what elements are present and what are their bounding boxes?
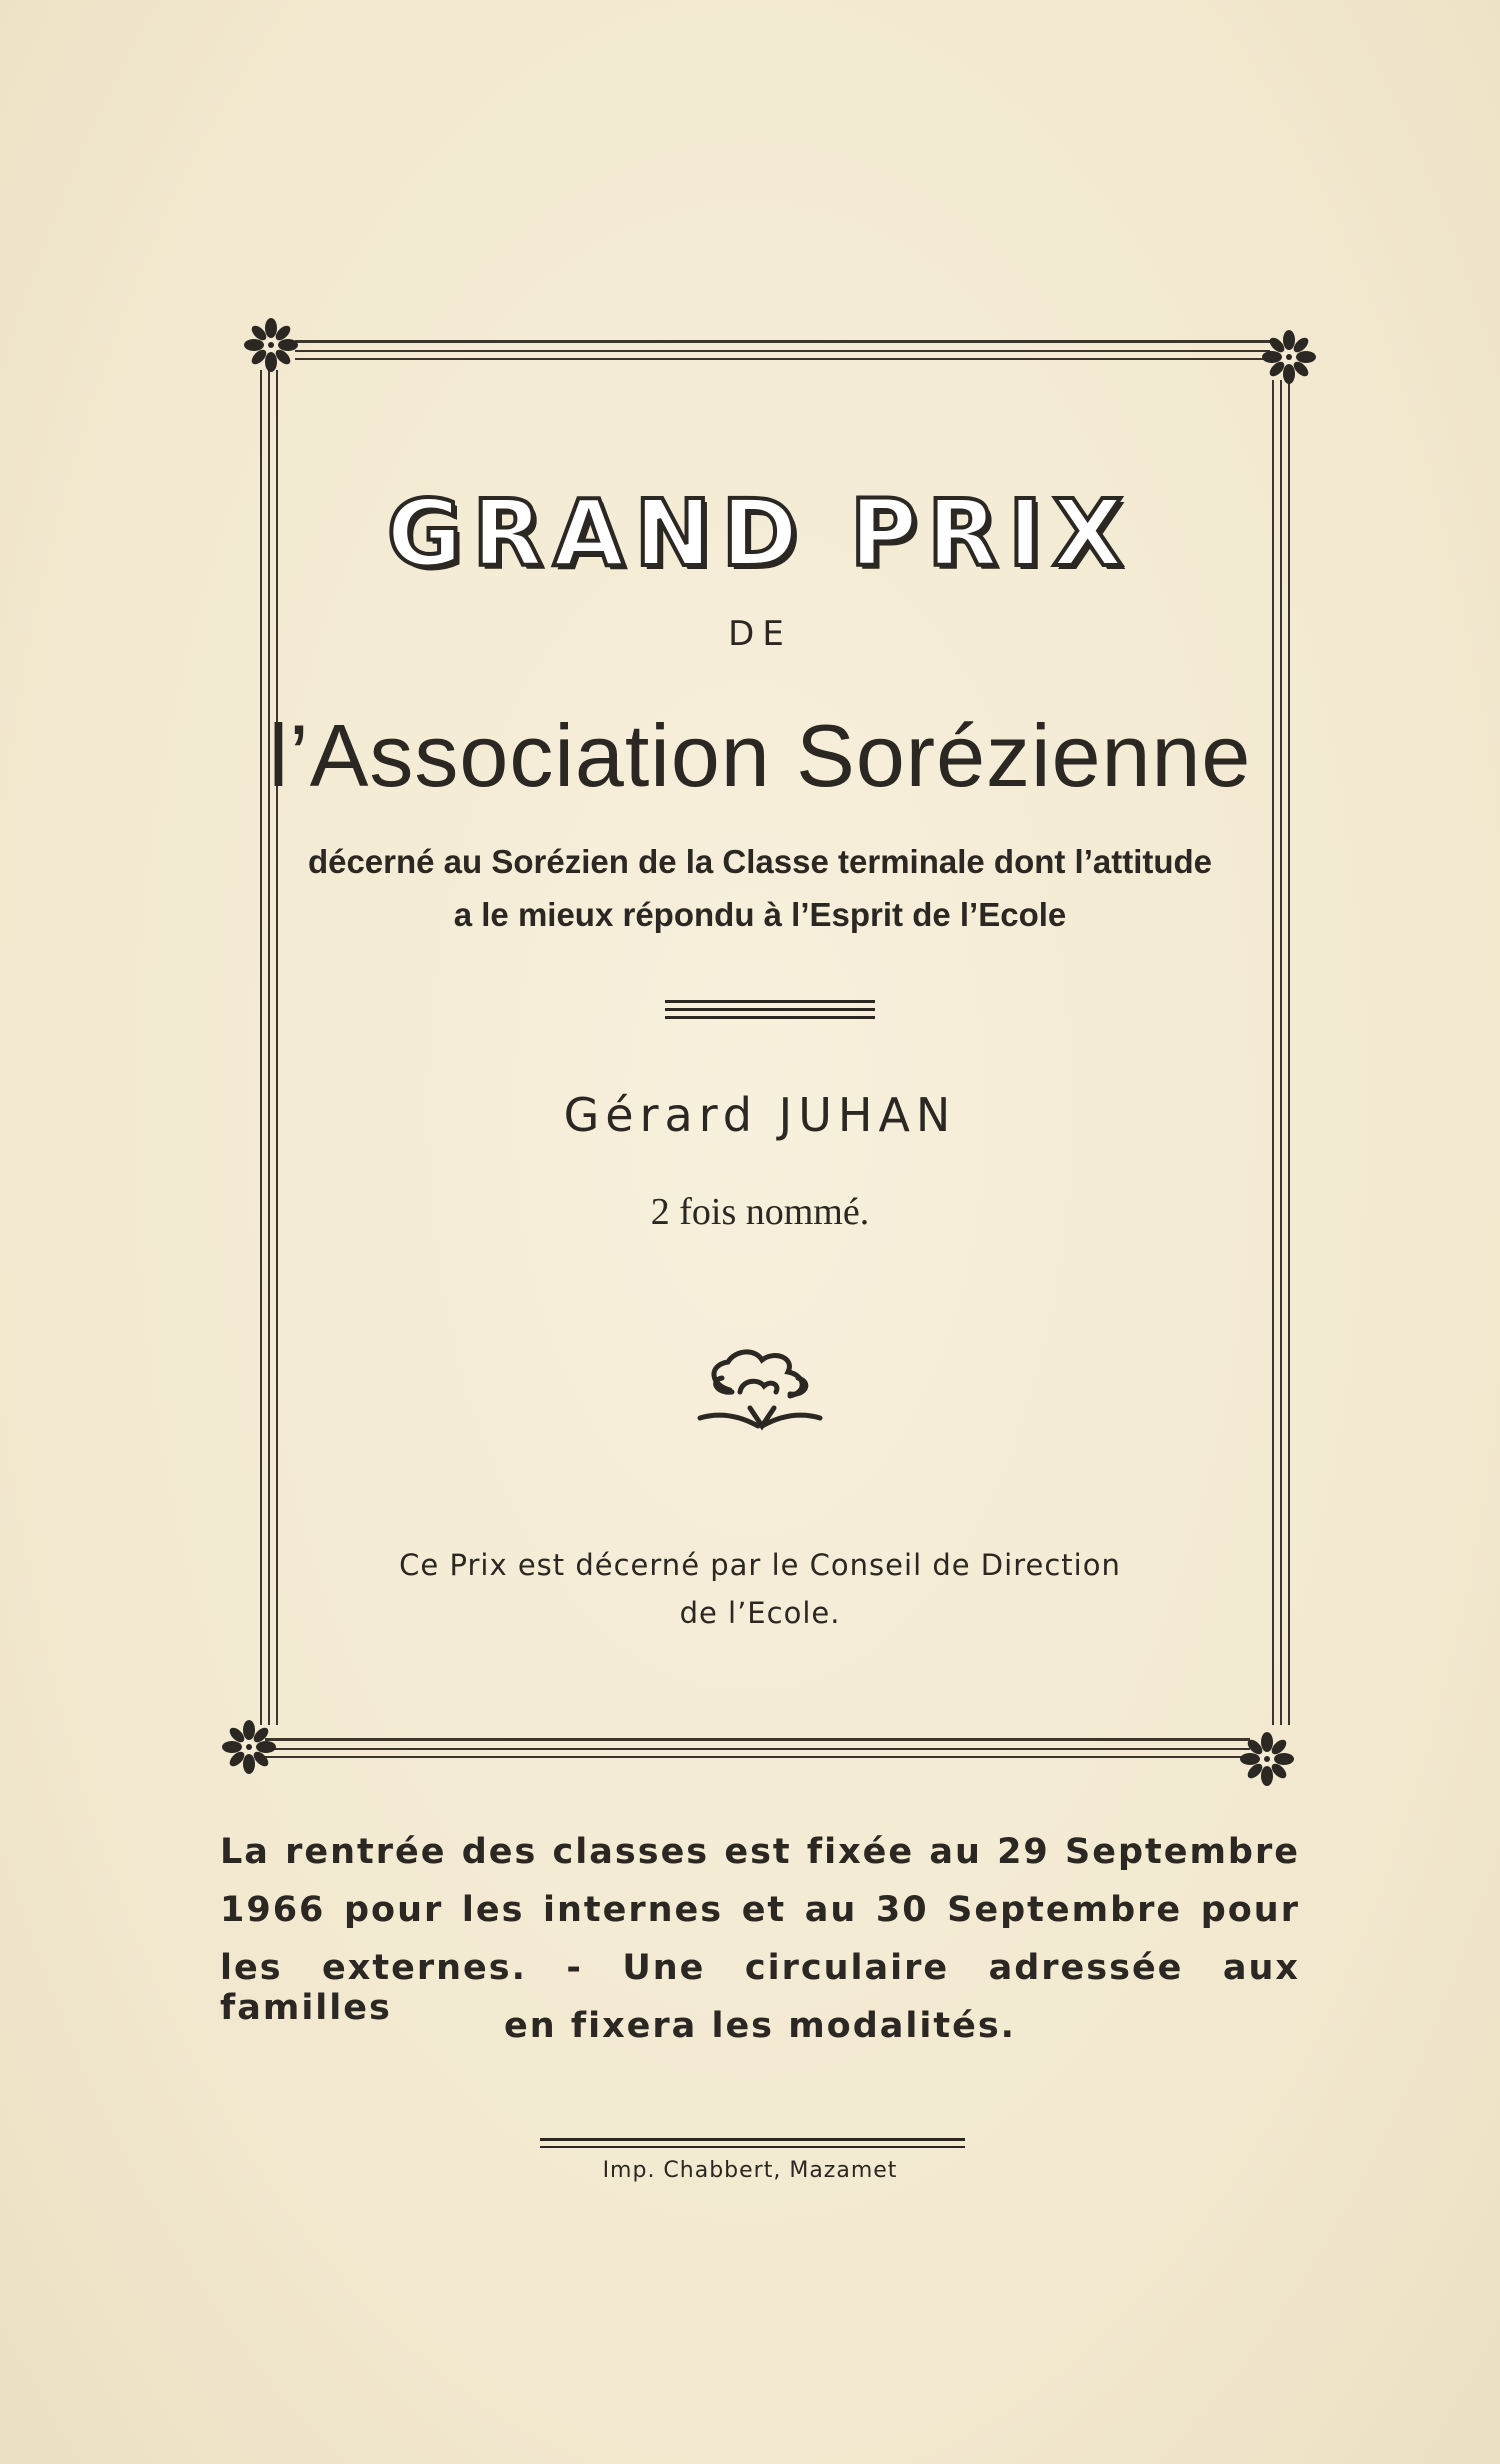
rosette-icon [1262, 330, 1316, 384]
notice-line: 1966 pour les internes et au 30 Septembre pour [220, 1890, 1300, 1930]
notice-line: La rentrée des classes est fixée au 29 Septembre [220, 1832, 1300, 1872]
description-line: a le mieux répondu à l’Esprit de l’Ecole [453, 896, 1067, 933]
frame-bottom-line [265, 1756, 1250, 1758]
imprint-rule [540, 2146, 965, 2148]
imprint-rule [540, 2138, 965, 2141]
frame-top-line [295, 350, 1270, 352]
separator-rule [665, 1000, 875, 1024]
prize-title: GRAND PRIX [386, 480, 1134, 587]
association-name: l’Association Sorézienne [268, 706, 1252, 805]
frame-bottom-line [265, 1738, 1250, 1741]
preposition: DE [728, 614, 792, 654]
rosette-icon [244, 318, 298, 372]
council-line: de l’Ecole. [679, 1596, 841, 1630]
frame-top-line [295, 358, 1270, 360]
rosette-icon [1240, 1732, 1294, 1786]
laureate-name: Gérard JUHAN [563, 1088, 957, 1142]
frame-bottom-line [265, 1748, 1250, 1750]
notice-line: les externes. - Une circulaire adressée aux familles [220, 1948, 1300, 2028]
description-line: décerné au Sorézien de la Classe terminale dont l’attitude [307, 843, 1213, 880]
rosette-icon [222, 1720, 276, 1774]
flourish-icon [680, 1330, 840, 1440]
council-line: Ce Prix est décerné par le Conseil de Direction [399, 1548, 1121, 1582]
times-named: 2 fois nommé. [650, 1191, 870, 1233]
notice-line: en fixera les modalités. [504, 2006, 1016, 2046]
imprint: Imp. Chabbert, Mazamet [602, 2158, 898, 2183]
frame-top-line [295, 340, 1270, 343]
